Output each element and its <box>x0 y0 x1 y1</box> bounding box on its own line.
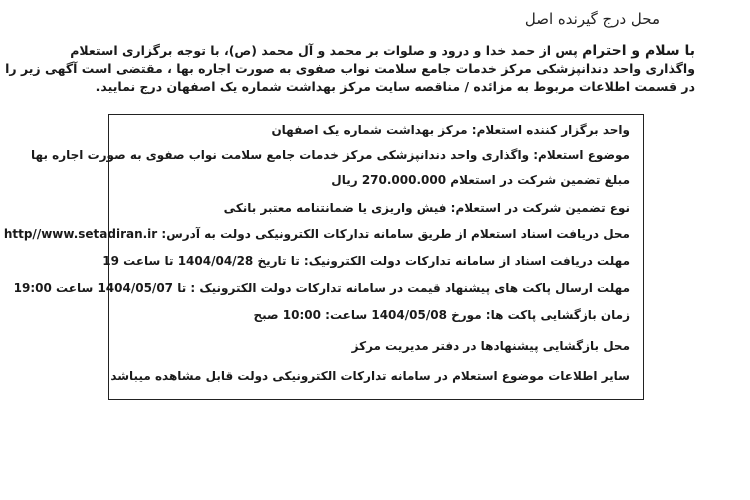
submission-label: مهلت ارسال پاکت های پیشنهاد قیمت در سامانه تدارکات دولت الکترونیک : تا <box>177 281 630 295</box>
tender-details-box <box>3 114 644 400</box>
submission-time: ساعت 19:00 <box>13 281 94 295</box>
docs-deadline-date: 1404/04/28 <box>177 254 254 268</box>
docs-deadline-line <box>102 254 630 268</box>
docs-deadline-time: تا ساعت 19 <box>102 254 174 268</box>
setad-url-link[interactable]: http//www.setadiran.ir <box>3 227 158 241</box>
guarantee-type-line: نوع تضمین شرکت در استعلام: فیش واریزی یا ضمانتنامه معتبر بانکی <box>223 201 630 215</box>
docs-deadline-label: مهلت دریافت اسناد از سامانه تدارکات دولت الکترونیک: تا تاریخ <box>257 254 630 268</box>
page-title: محل درج گیرنده اصل <box>524 10 660 28</box>
deposit-amount: 270.000.000 <box>361 173 447 187</box>
submission-deadline-line <box>14 281 630 295</box>
opening-place-line: محل بازگشایی پیشنهادها در دفتر مدیریت مرکز <box>351 339 630 353</box>
intro-line-2: واگذاری واحد دندانپزشکی مرکز خدمات جامع سلامت نواب صفوی به صورت اجاره بها ، مقتضی است آگهی زیر را <box>5 61 695 76</box>
intro-line-1-text: پس از حمد خدا و درود و صلوات بر محمد و آل محمد (ص)، با توجه برگزاری استعلام <box>70 43 583 58</box>
deposit-line <box>331 173 630 187</box>
intro-paragraph <box>5 42 695 96</box>
deposit-unit: ریال <box>331 173 358 187</box>
submission-date: 1404/05/07 <box>97 281 174 295</box>
other-info-line: سایر اطلاعات موضوع استعلام در سامانه تدارکات الکترونیکی دولت قابل مشاهده میباشد <box>110 369 630 383</box>
opening-time: ساعت: 10:00 صبح <box>253 308 368 322</box>
subject-line: موضوع استعلام: واگذاری واحد دندانپزشکی مرکز خدمات جامع سلامت نواب صفوی به صورت اجاره بها <box>31 148 630 162</box>
opening-label: زمان بازگشایی پاکت ها: مورخ <box>451 308 630 322</box>
intro-line-3: در قسمت اطلاعات مربوط به مزائده / مناقصه سایت مرکز بهداشت شماره یک اصفهان درج نمایید. <box>95 79 695 94</box>
organizer-line: واحد برگزار کننده استعلام: مرکز بهداشت شماره یک اصفهان <box>271 123 630 137</box>
opening-date: 1404/05/08 <box>371 308 447 322</box>
deposit-label: مبلغ تضمین شرکت در استعلام <box>450 173 630 187</box>
docs-location-label: محل دریافت اسناد استعلام از طریق سامانه تدارکات الکترونیکی دولت به آدرس: <box>161 227 630 241</box>
opening-time-line <box>253 308 630 322</box>
greeting: با سلام و احترام <box>582 43 695 59</box>
docs-location-line <box>4 227 630 241</box>
intro-line-1 <box>45 42 695 60</box>
